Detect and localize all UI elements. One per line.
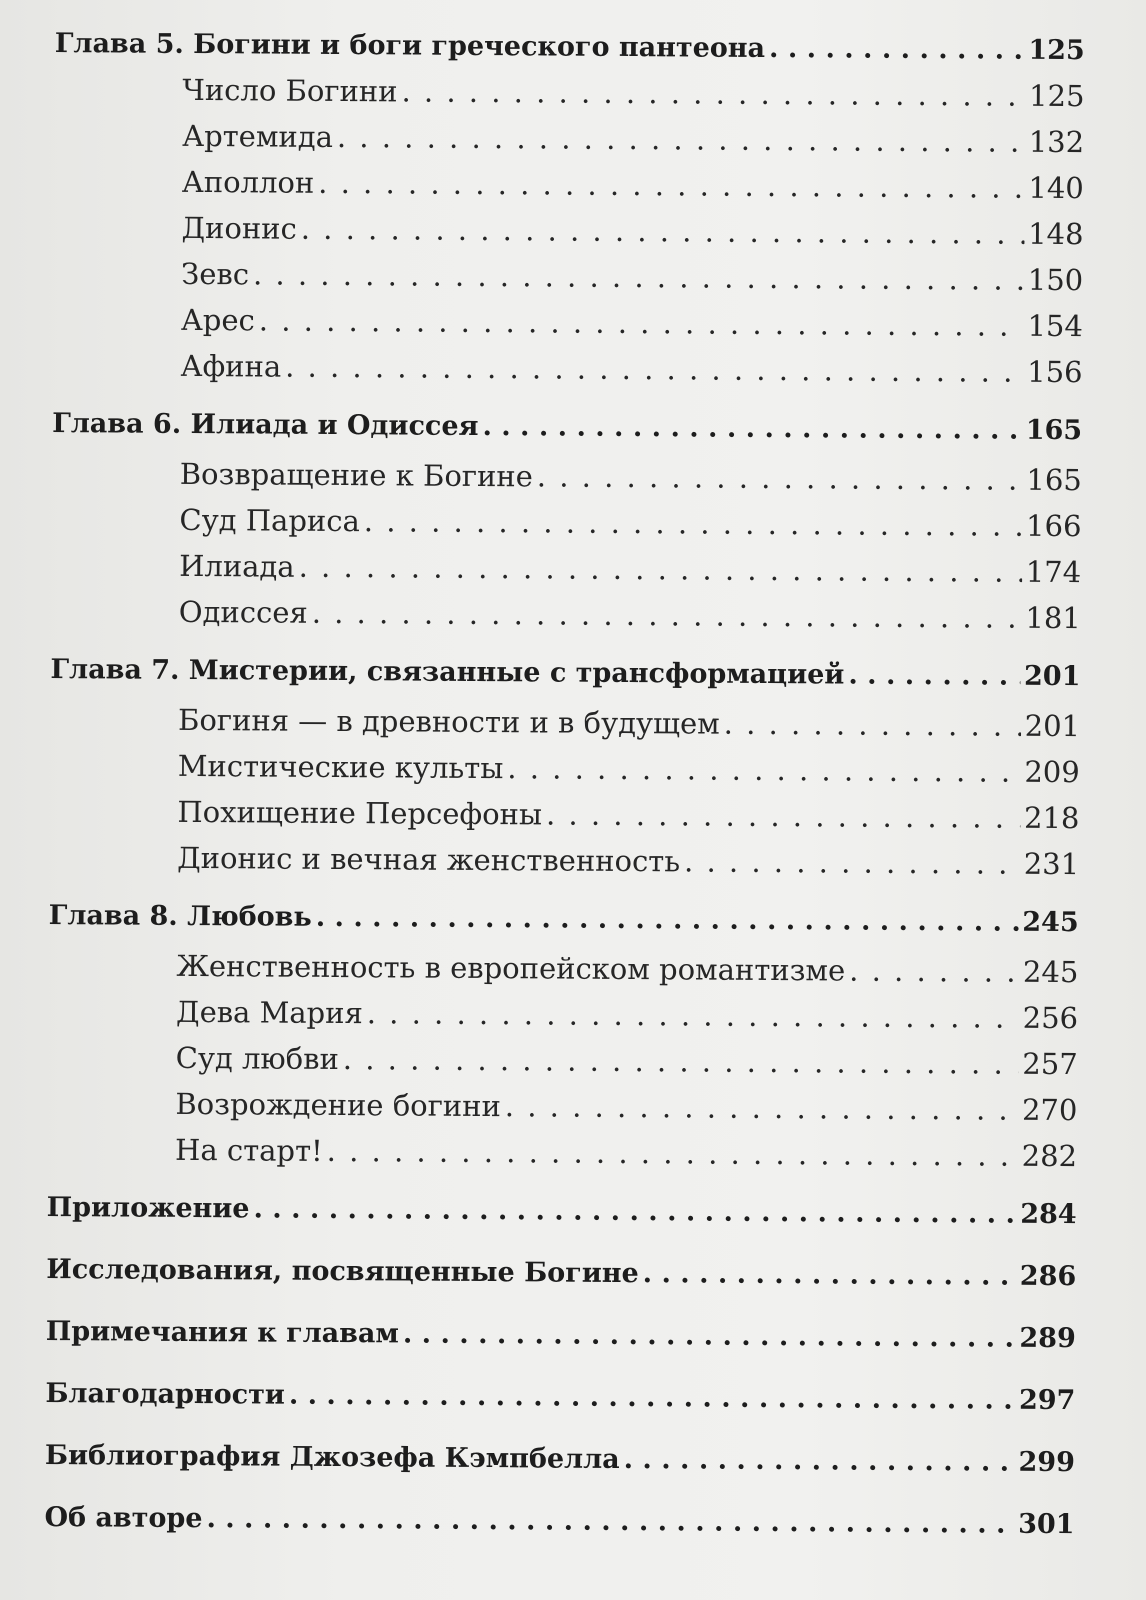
dot-leader [206,1503,1014,1540]
dot-leader [337,120,1025,159]
page-number: 297 [1018,1384,1076,1417]
entry-title: Дионис и вечная женственность [177,840,681,879]
dot-leader [769,33,1025,66]
toc-entry[interactable] [51,548,1081,601]
page-number: 270 [1021,1092,1078,1128]
entry-title: Богиня — в древности и в будущем [177,702,720,741]
page-number: 256 [1022,1000,1079,1036]
dot-leader [643,1258,1016,1292]
chapter-title: Исследования, посвященные Богине [46,1253,639,1290]
entry-title: Арес [180,302,255,338]
toc-entry[interactable] [54,164,1084,217]
page-number: 165 [1025,414,1083,447]
dot-leader [537,459,1023,496]
toc-entry[interactable] [49,794,1079,847]
toc-entry[interactable] [52,456,1082,509]
toc-entry[interactable] [48,994,1078,1047]
entry-title: Суд любви [175,1040,339,1077]
toc-chapter-notes[interactable] [46,1302,1076,1371]
page-number: 289 [1019,1322,1076,1355]
page-number: 174 [1025,554,1082,590]
page-number: 245 [1022,906,1079,939]
dot-leader [318,166,1024,205]
chapter-title: Приложение [46,1191,250,1225]
chapter-title: Библиография Джозефа Кэмпбелла [44,1439,620,1475]
chapter-title: Примечания к главам [45,1315,400,1350]
toc-entry[interactable] [47,1086,1077,1139]
dot-leader [401,74,1025,112]
page-number: 245 [1022,954,1079,990]
page-number: 284 [1020,1198,1077,1231]
page-number: 156 [1027,354,1083,390]
dot-leader [505,1089,1018,1127]
page-number: 282 [1021,1138,1078,1174]
toc-entry[interactable] [50,748,1080,801]
page-number: 165 [1026,462,1082,498]
dot-leader [364,504,1023,543]
entry-title: Артемида [182,118,334,154]
dot-leader [301,212,1025,251]
page-number: 140 [1028,170,1084,206]
dot-leader [259,303,1024,342]
page-number: 301 [1018,1508,1075,1541]
entry-title: Дева Мария [175,994,363,1031]
page-number: 125 [1028,34,1085,67]
dot-leader [299,550,1022,589]
toc-about-author[interactable] [44,1488,1074,1557]
page-number: 132 [1028,124,1085,160]
page-number: 148 [1028,216,1084,252]
table-of-contents [44,18,1085,1557]
entry-title: Дионис [181,210,297,246]
toc-chapter-8[interactable] [49,886,1079,955]
toc-goddess-studies[interactable] [46,1240,1076,1309]
chapter-title: Глава 7. Мистерии, связанные с трансформацией [50,653,845,691]
dot-leader [253,1193,1016,1229]
toc-entry[interactable] [52,348,1082,401]
page-number: 209 [1024,754,1080,790]
page-number: 181 [1025,600,1081,636]
page-number: 231 [1023,846,1080,882]
entry-title: Возвращение к Богине [179,456,533,494]
toc-entry[interactable] [48,1040,1078,1093]
page-number: 257 [1022,1046,1078,1082]
entry-title: Илиада [179,548,295,584]
toc-chapter-6[interactable] [52,394,1082,463]
toc-appendix[interactable] [46,1178,1076,1247]
dot-leader [507,751,1020,789]
entry-title: Одиссея [178,594,308,630]
toc-entry[interactable] [53,210,1083,263]
dot-leader [724,707,1021,743]
dot-leader [285,350,1023,389]
entry-title: Женственность в европейском романтизме [176,948,846,988]
dot-leader [482,411,1021,446]
entry-title: Мистические культы [177,748,504,786]
dot-leader [367,996,1019,1035]
dot-leader [849,954,1019,989]
toc-entry[interactable] [51,502,1081,555]
dot-leader [289,1380,1015,1416]
page-number: 125 [1029,78,1085,114]
dot-leader [312,596,1022,635]
entry-title: Аполлон [181,164,315,200]
toc-entry[interactable] [53,256,1083,309]
dot-leader [546,797,1020,834]
entry-title: Возрождение богини [175,1086,501,1124]
dot-leader [327,1134,1018,1173]
entry-title: Суд Париса [179,502,360,539]
page-number: 218 [1023,800,1080,836]
dot-leader [403,1318,1016,1353]
toc-entry[interactable] [51,594,1081,647]
page-number: 201 [1024,708,1081,744]
toc-entry[interactable] [50,702,1080,755]
toc-chapter-7[interactable] [50,640,1080,709]
dot-leader [343,1042,1019,1081]
entry-title: На старт! [174,1132,323,1168]
dot-leader [684,844,1020,880]
page-number: 166 [1026,508,1082,544]
chapter-title: Глава 6. Илиада и Одиссея [52,407,479,442]
entry-title: Зевс [181,256,250,292]
toc-entry[interactable] [53,302,1083,355]
chapter-title: Глава 8. Любовь [48,899,312,933]
dot-leader [624,1444,1015,1478]
entry-title: Афина [180,348,282,384]
toc-entry[interactable] [47,1132,1077,1185]
toc-entry[interactable] [54,72,1084,125]
chapter-title: Благодарности [45,1377,285,1411]
entry-title: Число Богини [182,72,398,109]
toc-bibliography[interactable] [45,1426,1075,1495]
toc-chapter-5[interactable] [55,18,1085,79]
page-number: 299 [1018,1446,1076,1479]
toc-entry[interactable] [48,948,1078,1001]
entry-title: Похищение Персефоны [177,794,543,832]
chapter-title: Глава 5. Богини и боги греческого пантеона [54,27,766,64]
dot-leader [848,660,1020,692]
dot-leader [253,257,1024,296]
dot-leader [316,902,1019,938]
page-number: 286 [1019,1260,1077,1293]
page-number: 154 [1027,308,1083,344]
toc-entry[interactable] [49,840,1079,893]
toc-entry[interactable] [54,118,1084,171]
toc-acknowledgements[interactable] [45,1364,1075,1433]
page-number: 201 [1023,660,1081,693]
chapter-title: Об авторе [44,1501,203,1535]
page-number: 150 [1027,262,1084,298]
